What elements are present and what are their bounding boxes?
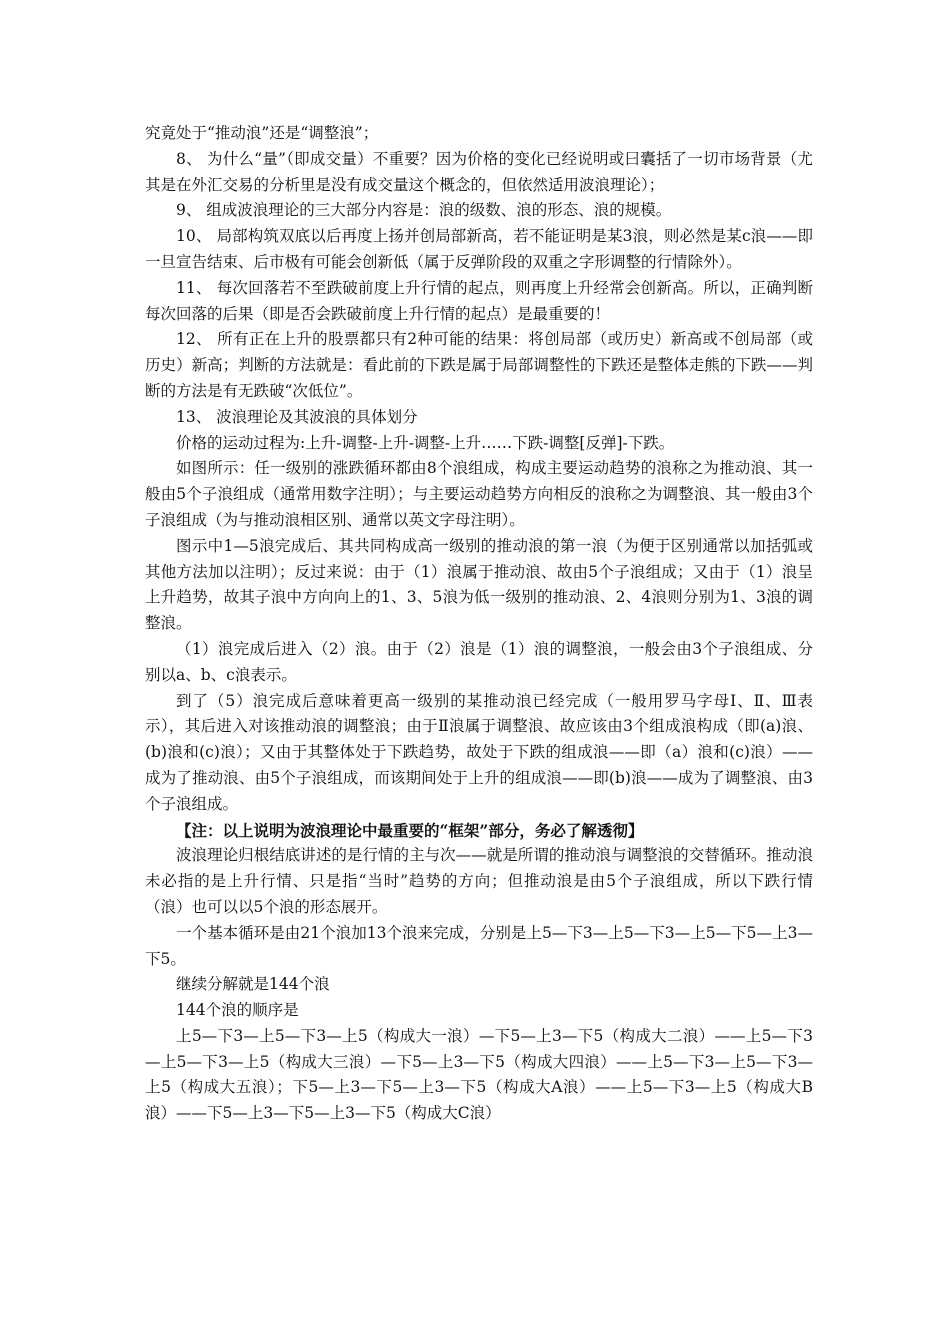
- paragraph-basic-cycle: 一个基本循环是由21个浪加13个浪来完成，分别是上5—下3—上5—下3—上5—下5—上3—下5。: [145, 923, 813, 968]
- paragraph-item-13: 13、 波浪理论及其波浪的具体划分: [176, 407, 418, 426]
- paragraph-item-10: 10、 局部构筑双底以后再度上扬并创局部新高，若不能证明是某3浪，则必然是某c浪——即一旦宣告结束、后市极有可能会创新低（属于反弹阶段的双重之字形调整的行情除外）。: [145, 227, 813, 271]
- paragraph-144-waves: 继续分解就是144个浪: [176, 975, 330, 994]
- paragraph-144-order-heading: 144个浪的顺序是: [176, 1001, 299, 1020]
- paragraph-item-9: 9、 组成波浪理论的三大部分内容是：浪的级数、浪的形态、浪的规模。: [176, 201, 672, 220]
- paragraph-figure-explanation: 图示中1—5浪完成后、其共同构成高一级别的推动浪的第一浪（为便于区别通常以加括弧或其他方法加以注明）；反过来说：由于（1）浪属于推动浪、故由5个子浪组成；又由于（1）浪呈上升趋势，故其子浪中方向向上的1、3、5浪为低一级别的推动浪、2、4浪则分别为1、3浪的调整浪。: [145, 536, 813, 633]
- paragraph-summary: 波浪理论归根结底讲述的是行情的主与次——就是所谓的推动浪与调整浪的交替循环。推动浪未必指的是上升行情、只是指“当时”趋势的方向；但推动浪是由5个子浪组成，所以下跌行情（浪）也可以以5个浪的形态展开。: [145, 846, 813, 916]
- paragraph-continuation: 究竟处于“推动浪”还是“调整浪”；: [145, 124, 379, 142]
- paragraph-note: 【注：以上说明为波浪理论中最重要的“框架”部分，务必了解透彻】: [176, 820, 644, 840]
- document-body: [145, 121, 813, 1127]
- paragraph-item-12: 12、 所有正在上升的股票都只有2种可能的结果：将创局部（或历史）新高或不创局部（或历史）新高；判断的方法就是：看此前的下跌是属于局部调整性的下跌还是整体走熊的下跌——判断的方法是有无跌破“次低位”。: [145, 330, 813, 400]
- paragraph-item-8: 8、 为什么“量”（即成交量）不重要？因为价格的变化已经说明或曰囊括了一切市场背景（尤其是在外汇交易的分析里是没有成交量这个概念的，但依然适用波浪理论）；: [145, 149, 813, 194]
- paragraph-as-shown: 如图所示：任一级别的涨跌循环都由8个浪组成，构成主要运动趋势的浪称之为推动浪、其一般由5个子浪组成（通常用数字注明）；与主要运动趋势方向相反的浪称之为调整浪、其一般由3个子浪组成（为与推动浪相区别、通常以英文字母注明）。: [145, 459, 813, 529]
- paragraph-wave-5: 到了（5）浪完成后意味着更高一级别的某推动浪已经完成（一般用罗马字母Ⅰ、Ⅱ、Ⅲ表示），其后进入对该推动浪的调整浪；由于Ⅱ浪属于调整浪、故应该由3个组成浪构成（即(a)浪、(b)浪和(c)浪）；又由于其整体处于下跌趋势，故处于下跌的组成浪——即（a）浪和(c)浪）——成为了推动浪、由5个子浪组成，而该期间处于上升的组成浪——即(b)浪——成为了调整浪、由3个子浪组成。: [145, 691, 813, 813]
- paragraph-wave-2: （1）浪完成后进入（2）浪。由于（2）浪是（1）浪的调整浪，一般会由3个子浪组成、分别以a、b、c浪表示。: [145, 639, 813, 684]
- paragraph-item-11: 11、 每次回落若不至跌破前度上升行情的起点，则再度上升经常会创新高。所以，正确判断每次回落的后果（即是否会跌破前度上升行情的起点）是最重要的！: [145, 278, 813, 323]
- paragraph-price-movement: 价格的运动过程为:上升-调整-上升-调整-上升……下跌-调整[反弹]-下跌。: [176, 433, 675, 452]
- paragraph-144-order: 上5—下3—上5—下3—上5（构成大一浪）—下5—上3—下5（构成大二浪）——上5—下3—上5—下3—上5（构成大三浪）—下5—上3—下5（构成大四浪）——上5—下3—上5—下3—上5（构成大五浪）；下5—上3—下5—上3—下5（构成大A浪）——上5—下3—上5（构成大B浪）——下5—上3—下5—上3—下5（构成大C浪）: [145, 1026, 813, 1123]
